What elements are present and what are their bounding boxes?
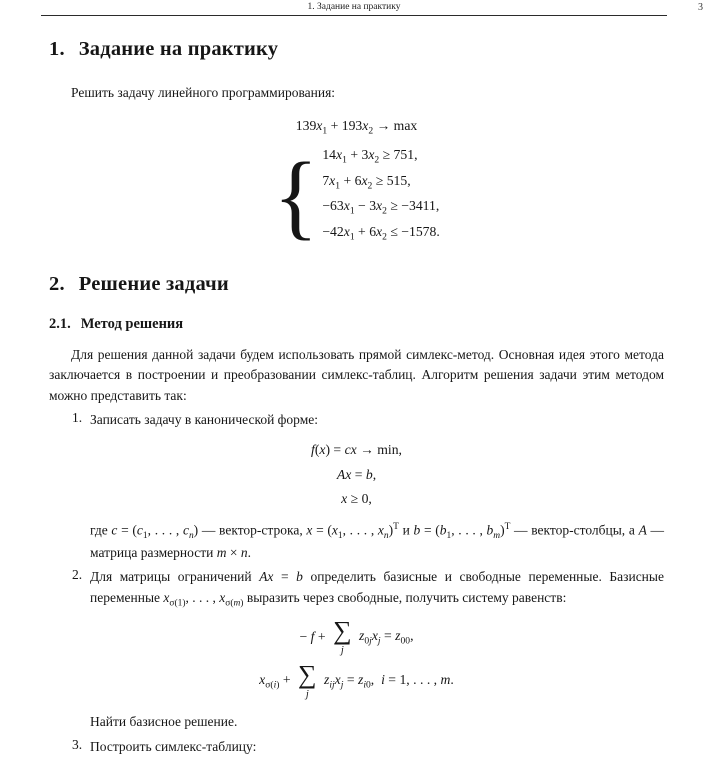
intro-paragraph: Решить задачу линейного программирования: [71, 85, 336, 100]
section-1-number: 1. [49, 38, 65, 60]
step-3-body [90, 737, 664, 757]
method-paragraph: Для решения данной задачи будем использовать прямой симлекс-метод. Основная идея этого метода заключается в построении и преобразовании симлекс-таблиц. Алгоритм решения задачи этим методом можно представить так: [49, 347, 664, 403]
sum-subscript: j [340, 645, 344, 657]
step-2-body [90, 567, 664, 732]
subsection-2-1-title: Метод решения [80, 316, 184, 333]
math-line: x ≥ 0, [341, 491, 372, 507]
objective-equation: $139x_1 + 193x_2 \to \max$ [295, 118, 418, 137]
sum-operator [298, 662, 317, 700]
equation-2-prefix: $x_{\sigma(i)}$ + [259, 671, 295, 691]
step-1-body [90, 410, 664, 564]
constraint-line: $7x_1 + 6x_2 \ge 515$, [322, 172, 411, 192]
section-2-title: Решение задачи [78, 273, 229, 296]
algorithm-steps [49, 410, 664, 757]
constraint-system [49, 143, 664, 250]
constraint-lines [322, 145, 439, 247]
sigma-symbol: ∑ [298, 660, 317, 690]
math-line: Ax = b, [336, 466, 377, 482]
page-number: 3 [698, 2, 703, 13]
step-2-number: 2. [72, 567, 83, 583]
running-header [41, 2, 667, 16]
constraint-line: $-63x_1 - 3x_2 \ge -3411$, [322, 198, 440, 217]
constraint-line: $14x_1 + 3x_2 \ge 751$, [322, 146, 418, 166]
step-2-text: Для матрицы ограничений Ax = b определить базисные и свободные переменные. Базисные переменные $x_{\sigma(1)}$, . . . , $x_{\sigma(m)}$ выразить через свободные, получить систему равенств: [90, 569, 664, 609]
equation-1-prefix: − f + [299, 629, 330, 645]
equation-1-rest: $z_{0j}x_j = z_{00}$, [359, 627, 414, 647]
where-note: где $c = (c_1$, . . . , $c_n$) — вектор-строка, $x = (x_1$, . . . , $x_n)^T$ и $b = (b_1$, . . . , $b_m)^T$ — вектор-столбцы, а A — матрица размерности m × n. [90, 521, 664, 561]
constraint-line: $-42x_1 + 6x_2 \le -1578$. [322, 223, 440, 243]
section-2-heading [49, 273, 664, 296]
equality-system-math [49, 618, 664, 700]
subsection-2-1-heading [49, 316, 664, 333]
curly-brace: { [273, 143, 319, 250]
step-1-text: Записать задачу в канонической форме: [90, 411, 318, 427]
sum-subscript: j [305, 689, 309, 701]
canonical-form-math [49, 440, 664, 510]
step-3-number: 3. [72, 736, 83, 752]
step-item-3 [49, 737, 664, 757]
step-item-2 [49, 567, 664, 732]
step-3-text: Построить симлекс-таблицу: [90, 738, 257, 754]
section-2-number: 2. [49, 273, 65, 296]
math-line: f(x) = cx → min, [311, 442, 402, 458]
step-1-number: 1. [72, 409, 83, 425]
sum-operator [333, 618, 352, 656]
equation-2 [49, 662, 664, 700]
basic-solution-note: Найти базисное решение. [90, 714, 238, 730]
running-header-title: 1. Задание на практику [307, 2, 401, 12]
equation-2-rest: $z_{ij}x_j = z_{i0}$, i = 1, . . . , m. [324, 671, 454, 691]
step-item-1 [49, 410, 664, 564]
sigma-symbol: ∑ [333, 616, 352, 646]
equation-1 [49, 618, 664, 656]
section-1-title: Задание на практику [78, 38, 279, 60]
section-1-heading [49, 38, 664, 61]
subsection-2-1-number: 2.1. [49, 316, 71, 333]
